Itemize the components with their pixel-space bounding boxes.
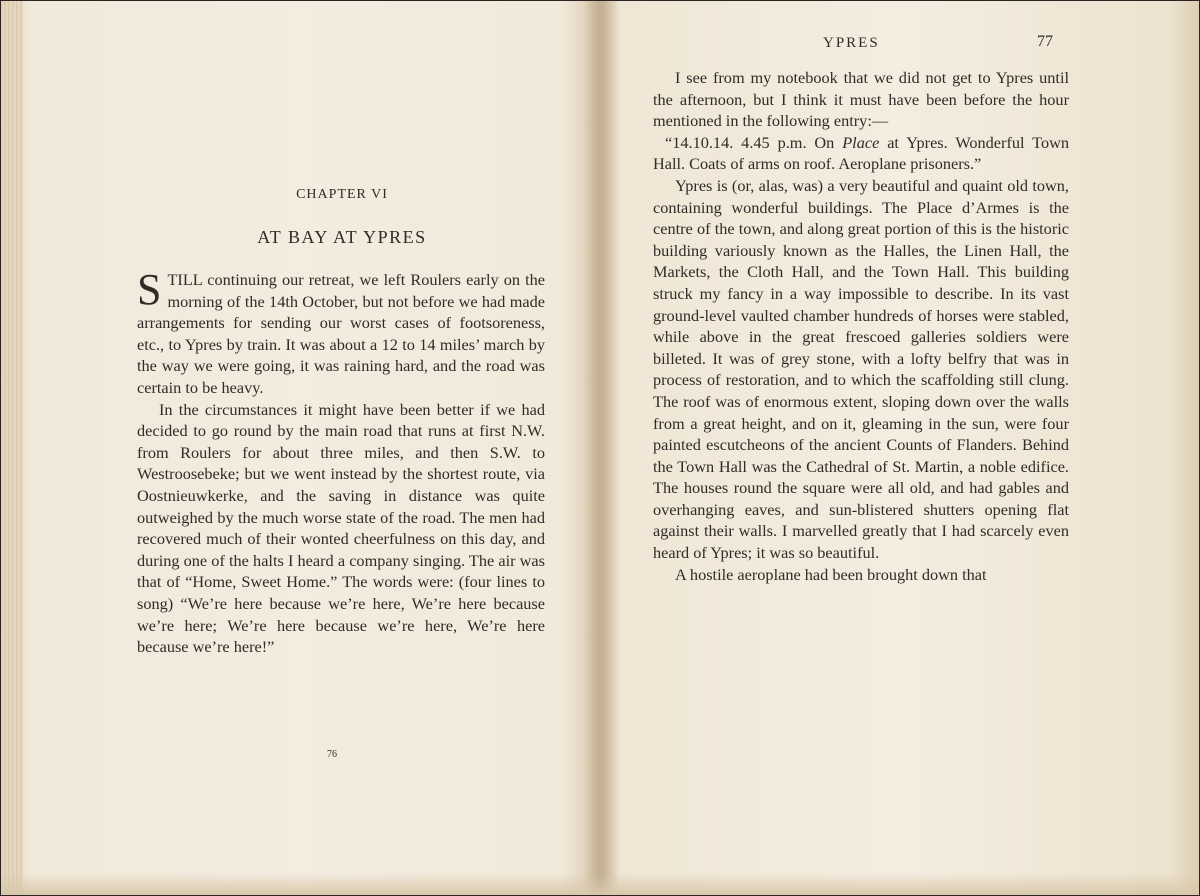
chapter-label: CHAPTER VI bbox=[296, 187, 388, 202]
italic-word: Place bbox=[842, 132, 880, 152]
paragraph: Ypres is (or, alas, was) a very beautiful and quaint old town, containing wonderful buildings. The Place d’Armes is the centre of the town, and along great portion of this is the historic building variously known as the Halles, the Linen Hall, the Markets, the Cloth Hall, and the Town Hall. This building struck my fancy in a way impossible to describe. In its vast ground-level vaulted chamber hundreds of horses were stabled, while above in the great frescoed galleries soldiers were billeted. It was of grey stone, with a lofty belfry that was in process of restoration, and to which the scaffolding still clung. The roof was of enormous extent, sloping down over the walls from a great height, and on it, gleaming in the sun, were four painted escutcheons of the ancient Counts of Flanders. Behind the Town Hall was the Cathedral of St. Martin, a noble edifice. The houses round the square were all old, and had gables and overhanging eaves, and sun-blistered shutters opening flat against their walls. I marvelled greatly that I had scarcely even heard of Ypres; it was so beautiful. bbox=[653, 175, 1069, 563]
right-page-body bbox=[653, 67, 1069, 585]
book-gutter bbox=[583, 1, 619, 896]
drop-cap: S bbox=[137, 265, 162, 314]
quote-text: at Ypres. Wonderful Town Hall. Coats of arms on roof. Aeroplane prisoners.” bbox=[653, 132, 1069, 174]
quote-text: “14.10.14. 4.45 p.m. On bbox=[665, 132, 843, 152]
paragraph: In the circumstances it might have been better if we had decided to go round by the main road that runs at first N.W. from Roulers for about three miles, and then S.W. to Westroosebeke; but we went instead by the shortest route, via Oostnieuwkerke, and the saving in distance was quite outweighed by the much worse state of the road. The men had recovered much of their wonted cheerfulness on this day, and during one of the halts I heard a company singing. The air was that of “Home, Sweet Home.” The words were: (four lines to song) “We’re here because we’re here, We’re here because we’re here; We’re here because we’re here, We’re here because we’re here!” bbox=[137, 399, 545, 657]
paragraph: A hostile aeroplane had been brought down that bbox=[675, 564, 987, 584]
chapter-title: AT BAY AT YPRES bbox=[257, 227, 427, 247]
page-number: 76 bbox=[327, 749, 337, 760]
paragraph: I see from my notebook that we did not get to Ypres until the afternoon, but I think it must have been before the hour mentioned in the following entry:— bbox=[653, 68, 1069, 131]
bottom-edge bbox=[1, 873, 1200, 895]
paragraph-text: TILL continuing our retreat, we left Roulers early on the morning of the 14th October, but not before we had made arrangements for sending our worst cases of footsoreness, etc., to Ypres by train. It was about a 12 to 14 miles’ march by the way we were going, it was raining hard, and the road was certain to be heavy. bbox=[137, 270, 545, 397]
notebook-entry bbox=[653, 132, 1069, 175]
paragraph bbox=[137, 265, 545, 399]
page-number: 77 bbox=[1037, 33, 1053, 50]
left-page-body bbox=[137, 265, 545, 658]
page-edges bbox=[1, 1, 23, 896]
running-head: YPRES bbox=[823, 35, 880, 51]
